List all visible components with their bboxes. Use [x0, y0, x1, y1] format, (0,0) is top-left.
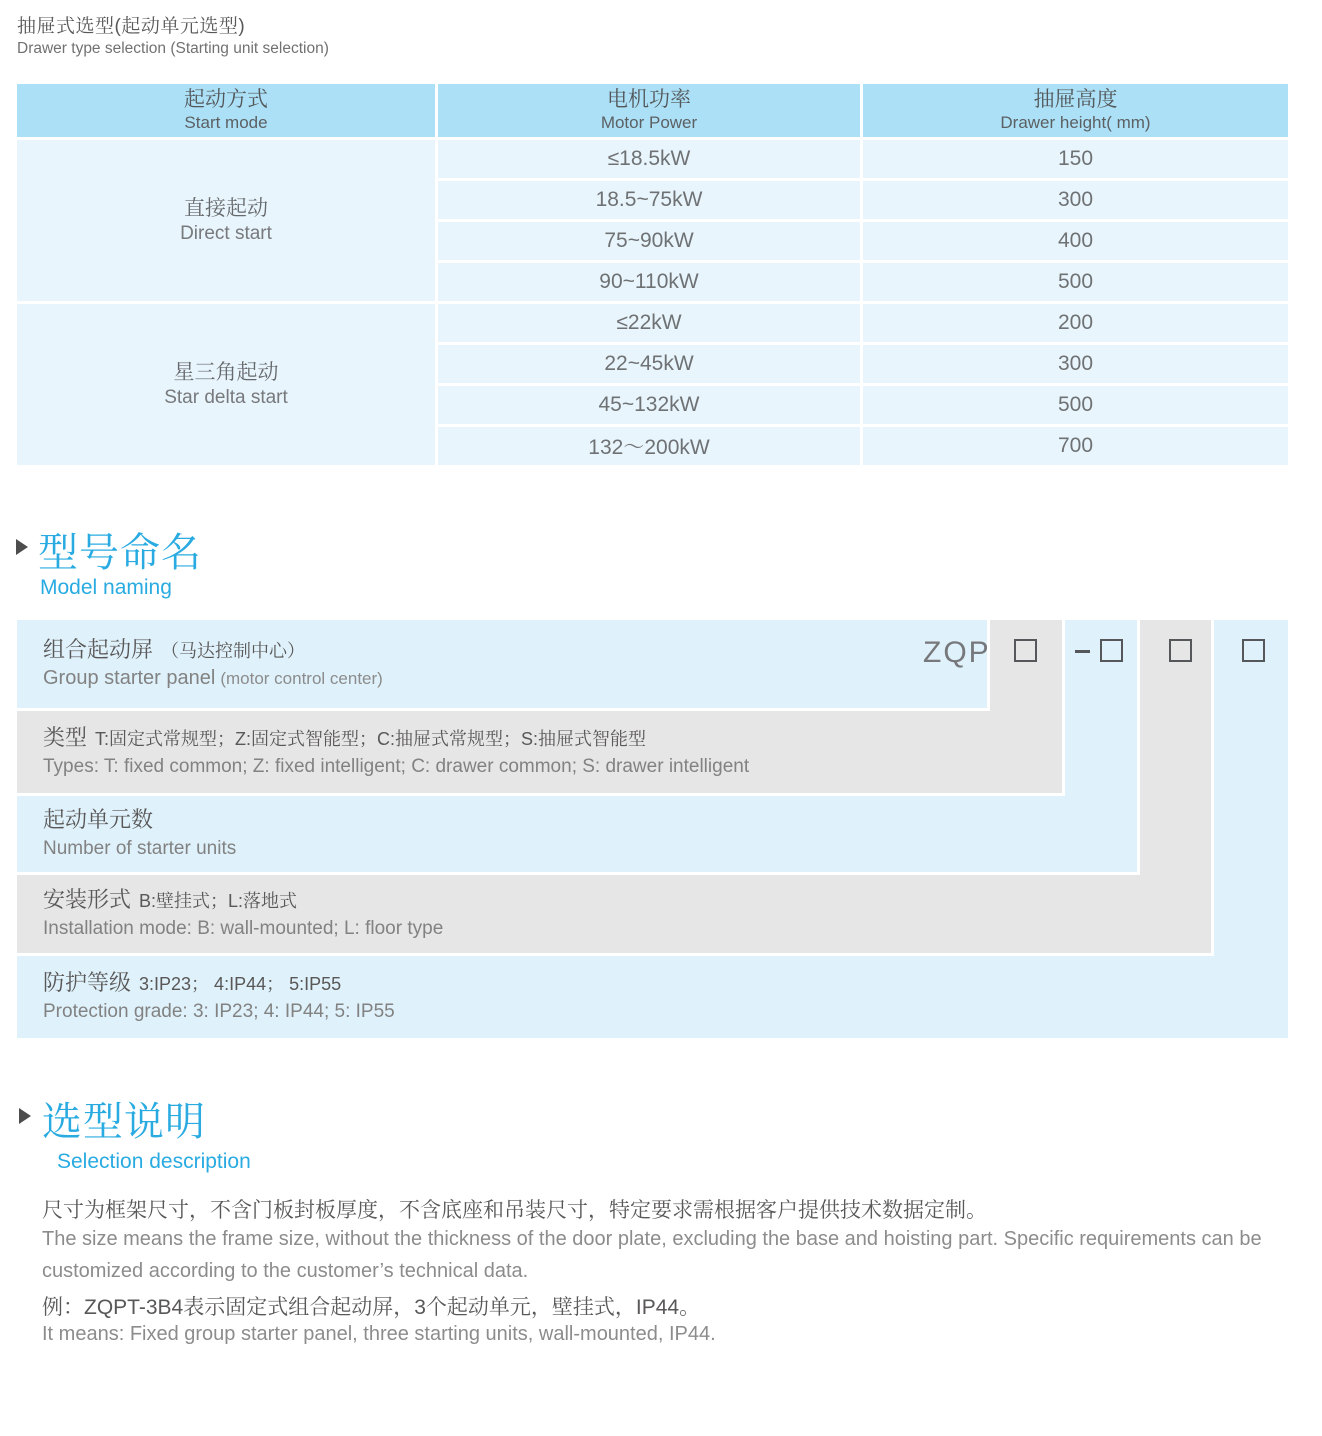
description-line: The size means the frame size, without the thickness of the door plate, excluding the base and hoisting part. Specific requirements can be: [42, 1228, 1262, 1250]
naming-column-protection: [1214, 620, 1288, 956]
naming-row-installation-mode: [17, 875, 1211, 953]
section-title-selection-description: 选型说明: [42, 1100, 206, 1144]
naming-row-detail-en: (motor control center): [220, 669, 383, 689]
col-header-zh: 抽屉高度: [1033, 88, 1118, 112]
naming-row-label-zh: 安装形式: [43, 887, 132, 913]
model-code-prefix: ZQP: [923, 636, 991, 669]
power-cell: ≤22kW: [438, 304, 860, 342]
naming-row-label-en: Types: T: fixed common; Z: fixed intelligent; C: drawer common; S: drawer intelligent: [43, 755, 750, 777]
naming-row-label-en: Group starter panel: [43, 667, 216, 690]
naming-row-label-en: Protection grade: 3: IP23; 4: IP44; 5: IP55: [43, 1000, 395, 1022]
power-cell: 22~45kW: [438, 345, 860, 383]
description-line: 尺寸为框架尺寸，不含门板封板厚度，不含底座和吊装尺寸，特定要求需根据客户提供技术数据定制。: [42, 1199, 987, 1222]
power-cell: 75~90kW: [438, 222, 860, 260]
drawer-selection-table: [17, 84, 1288, 465]
col-header-en: Start mode: [184, 112, 268, 132]
naming-row-group-starter-panel: [17, 620, 987, 708]
height-cell: 700: [863, 427, 1288, 465]
model-code-box-protection: [1242, 639, 1265, 662]
height-cell: 300: [863, 345, 1288, 383]
mode-label-zh: 直接起动: [184, 196, 268, 220]
naming-row-types: [17, 711, 1062, 793]
model-code-dash: [1075, 650, 1090, 653]
naming-row-detail-zh: 3:IP23； 4:IP44； 5:IP55: [139, 974, 342, 995]
height-cell: 150: [863, 140, 1288, 178]
mode-label-en: Direct start: [180, 222, 272, 244]
mode-label-en: Star delta start: [164, 386, 288, 408]
description-line: It means: Fixed group starter panel, three starting units, wall-mounted, IP44.: [42, 1323, 716, 1345]
naming-row-label-zh: 类型: [43, 725, 88, 751]
col-header-zh: 电机功率: [607, 88, 691, 112]
naming-row-label-zh: 组合起动屏: [43, 636, 154, 662]
section-title-model-naming: 型号命名: [38, 531, 202, 575]
naming-row-detail-zh: T:固定式常规型；Z:固定式智能型；C:抽屉式常规型；S:抽屉式智能型: [95, 729, 647, 750]
col-header-drawer-height: [863, 84, 1288, 137]
naming-row-starter-units: [17, 796, 1137, 872]
page-subtitle: Drawer type selection (Starting unit selection): [17, 40, 329, 57]
mode-label-zh: 星三角起动: [173, 360, 279, 384]
start-mode-cell-direct: [17, 140, 435, 301]
col-header-en: Drawer height( mm): [1000, 112, 1151, 132]
naming-column-type: [990, 620, 1062, 711]
page-title: 抽屉式选型(起动单元选型): [17, 16, 246, 37]
power-cell: 18.5~75kW: [438, 181, 860, 219]
col-header-motor-power: [438, 84, 860, 137]
height-cell: 300: [863, 181, 1288, 219]
power-cell: 132～200kW: [438, 427, 860, 465]
naming-row-detail-zh: B:壁挂式；L:落地式: [139, 891, 298, 912]
naming-row-detail-zh: （马达控制中心）: [161, 640, 306, 661]
model-naming-diagram: [17, 620, 1288, 1038]
height-cell: 500: [863, 263, 1288, 301]
model-code-box-installation: [1169, 639, 1192, 662]
model-code-box-units: [1100, 639, 1123, 662]
model-code-box-type: [1014, 639, 1037, 662]
naming-row-label-zh: 防护等级: [43, 970, 132, 996]
section-subtitle-selection-description: Selection description: [57, 1150, 251, 1173]
power-cell: ≤18.5kW: [438, 140, 860, 178]
col-header-en: Motor Power: [600, 112, 698, 132]
naming-row-label-en: Number of starter units: [43, 837, 237, 859]
naming-row-label-en: Installation mode: B: wall-mounted; L: floor type: [43, 917, 444, 939]
power-cell: 90~110kW: [438, 263, 860, 301]
section-arrow-icon: [16, 539, 28, 555]
height-cell: 400: [863, 222, 1288, 260]
col-header-start-mode: [17, 84, 435, 137]
col-header-zh: 起动方式: [184, 88, 268, 112]
height-cell: 200: [863, 304, 1288, 342]
description-line: 例：ZQPT-3B4表示固定式组合起动屏，3个起动单元，壁挂式，IP44。: [42, 1296, 701, 1319]
naming-row-protection-grade: [17, 956, 1288, 1038]
naming-row-label-zh: 起动单元数: [43, 807, 154, 833]
description-line: customized according to the customer’s technical data.: [42, 1260, 529, 1282]
height-cell: 500: [863, 386, 1288, 424]
start-mode-cell-star-delta: [17, 304, 435, 465]
section-subtitle-model-naming: Model naming: [40, 576, 172, 599]
section-arrow-icon: [19, 1108, 31, 1124]
power-cell: 45~132kW: [438, 386, 860, 424]
